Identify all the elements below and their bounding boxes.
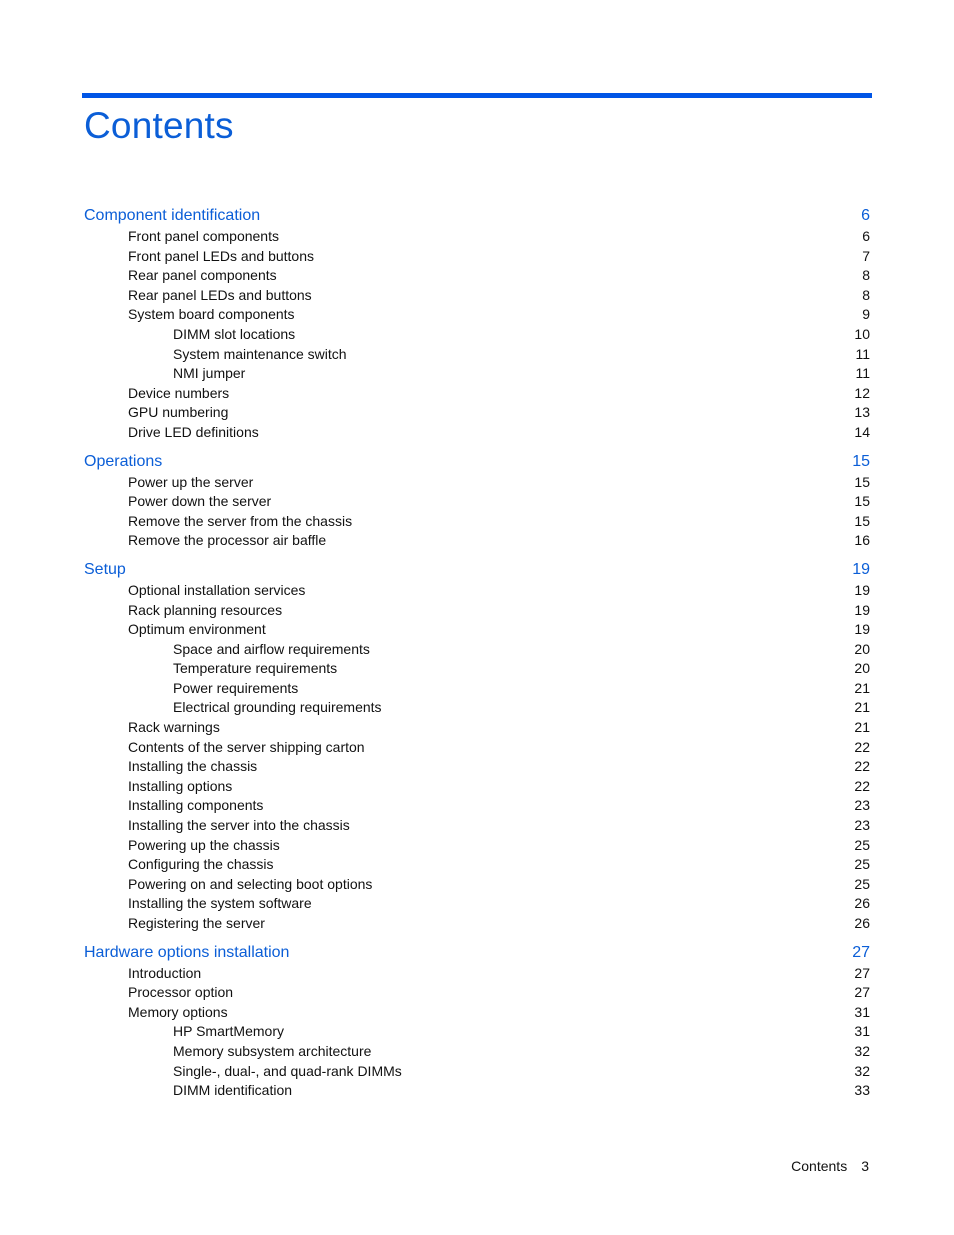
toc-entry-page: 33 — [854, 1082, 870, 1099]
toc-entry-title: Rack warnings — [128, 719, 220, 736]
toc-entry-page: 22 — [854, 777, 870, 794]
toc-entry[interactable] — [84, 601, 870, 621]
toc-entry-page: 31 — [854, 1003, 870, 1020]
toc-entry[interactable] — [84, 247, 870, 267]
toc-entry[interactable] — [84, 816, 870, 836]
toc-entry[interactable] — [84, 325, 870, 345]
toc-entry-page: 21 — [854, 699, 870, 716]
toc-entry-title: Drive LED definitions — [128, 423, 259, 440]
toc-entry[interactable] — [84, 718, 870, 738]
toc-entry[interactable] — [84, 777, 870, 797]
toc-entry-title: Power up the server — [128, 473, 254, 490]
toc-entry-title: Installing the system software — [128, 895, 312, 912]
toc-entry-title: GPU numbering — [128, 404, 229, 421]
toc-entry[interactable] — [84, 581, 870, 601]
toc-entry-page: 23 — [854, 817, 870, 834]
toc-chapter-entry[interactable] — [84, 942, 870, 964]
toc-entry-title: Setup — [84, 560, 126, 578]
toc-entry[interactable] — [84, 738, 870, 758]
toc-entry-page: 32 — [854, 1042, 870, 1059]
toc-entry[interactable] — [84, 964, 870, 984]
toc-entry-title: Installing the server into the chassis — [128, 817, 350, 834]
toc-entry-page: 26 — [854, 915, 870, 931]
toc-entry-title: Rear panel components — [128, 267, 277, 284]
toc-entry[interactable] — [84, 423, 870, 443]
toc-entry-page: 27 — [854, 984, 870, 1001]
toc-entry-title: Rear panel LEDs and buttons — [128, 286, 312, 303]
toc-entry[interactable] — [84, 836, 870, 856]
page-footer — [791, 1158, 869, 1174]
toc-entry-page: 7 — [862, 247, 870, 264]
toc-entry[interactable] — [84, 1003, 870, 1023]
toc-entry[interactable] — [84, 659, 870, 679]
toc-entry-page: 27 — [854, 964, 870, 981]
toc-entry-title: Space and airflow requirements — [173, 640, 370, 657]
toc-entry-title: Configuring the chassis — [128, 856, 274, 873]
toc-entry-page: 20 — [854, 660, 870, 677]
toc-entry[interactable] — [84, 286, 870, 306]
page-title: Contents — [84, 105, 234, 146]
toc-entry-title: Optional installation services — [128, 581, 306, 598]
toc-entry-title: Temperature requirements — [173, 660, 338, 677]
toc-entry-title: Optimum environment — [128, 621, 266, 638]
toc-entry[interactable] — [84, 492, 870, 512]
toc-entry-page: 15 — [854, 493, 870, 510]
toc-entry-title: Electrical grounding requirements — [173, 699, 382, 716]
header-rule — [82, 93, 872, 98]
toc-entry[interactable] — [84, 512, 870, 532]
toc-entry-page: 19 — [854, 601, 870, 618]
toc-entry[interactable] — [84, 757, 870, 777]
toc-entry-page: 11 — [855, 365, 870, 382]
table-of-contents — [84, 205, 870, 1101]
toc-entry-title: Processor option — [128, 984, 234, 1001]
toc-entry-title: Front panel components — [128, 228, 279, 244]
toc-entry[interactable] — [84, 796, 870, 816]
toc-entry[interactable] — [84, 894, 870, 914]
toc-entry-page: 19 — [852, 560, 870, 578]
toc-entry[interactable] — [84, 403, 870, 423]
toc-entry-title: Power requirements — [173, 679, 299, 696]
toc-entry-page: 19 — [854, 621, 870, 638]
toc-entry-page: 22 — [854, 738, 870, 755]
toc-entry-title: Installing components — [128, 797, 264, 814]
toc-entry-title: Single-, dual-, and quad-rank DIMMs — [173, 1062, 402, 1079]
toc-entry[interactable] — [84, 698, 870, 718]
toc-entry-title: System maintenance switch — [173, 345, 347, 362]
toc-entry-page: 25 — [854, 856, 870, 873]
toc-entry-page: 6 — [862, 228, 870, 244]
toc-entry-title: Hardware options installation — [84, 943, 290, 961]
toc-entry[interactable] — [84, 640, 870, 660]
toc-chapter-entry[interactable] — [84, 451, 870, 473]
toc-entry[interactable] — [84, 875, 870, 895]
toc-entry-page: 32 — [854, 1062, 870, 1079]
toc-entry-page: 23 — [854, 797, 870, 814]
toc-entry-page: 14 — [854, 423, 870, 440]
toc-entry-title: Remove the server from the chassis — [128, 512, 353, 529]
toc-entry-title: Operations — [84, 452, 163, 470]
toc-entry-title: Powering on and selecting boot options — [128, 875, 373, 892]
toc-entry-page: 15 — [852, 452, 870, 470]
toc-entry[interactable] — [84, 266, 870, 286]
toc-entry-title: Contents of the server shipping carton — [128, 738, 365, 755]
toc-entry-page: 27 — [852, 943, 870, 961]
toc-entry-title: Registering the server — [128, 915, 265, 931]
toc-entry[interactable] — [84, 227, 870, 247]
toc-entry-title: DIMM identification — [173, 1082, 293, 1099]
toc-entry-title: Power down the server — [128, 493, 272, 510]
toc-entry-page: 8 — [862, 267, 870, 284]
toc-entry-page: 21 — [854, 679, 870, 696]
toc-entry[interactable] — [84, 473, 870, 493]
toc-entry[interactable] — [84, 1081, 870, 1101]
toc-entry[interactable] — [84, 620, 870, 640]
toc-entry-page: 22 — [854, 758, 870, 775]
footer-label: Contents — [791, 1158, 848, 1174]
toc-entry[interactable] — [84, 914, 870, 934]
toc-entry-title: Installing options — [128, 777, 233, 794]
toc-entry-title: Installing the chassis — [128, 758, 258, 775]
toc-entry[interactable] — [84, 1062, 870, 1082]
toc-entry-title: Device numbers — [128, 384, 230, 401]
footer-page-number: 3 — [861, 1158, 869, 1174]
toc-entry[interactable] — [84, 855, 870, 875]
toc-entry-title: Memory options — [128, 1003, 228, 1020]
toc-entry-title: Powering up the chassis — [128, 836, 280, 853]
toc-entry-page: 11 — [855, 345, 870, 362]
toc-entry-title: Remove the processor air baffle — [128, 532, 327, 549]
toc-entry-title: HP SmartMemory — [173, 1023, 284, 1040]
toc-entry-page: 15 — [854, 512, 870, 529]
toc-entry[interactable] — [84, 679, 870, 699]
toc-entry-page: 26 — [854, 895, 870, 912]
toc-entry-page: 31 — [854, 1023, 870, 1040]
toc-entry-title: System board components — [128, 306, 295, 323]
toc-entry[interactable] — [84, 1042, 870, 1062]
toc-entry-page: 19 — [854, 581, 870, 598]
toc-entry-page: 25 — [854, 836, 870, 853]
toc-entry-page: 8 — [862, 286, 870, 303]
toc-entry-page: 12 — [854, 384, 870, 401]
toc-entry-title: Rack planning resources — [128, 601, 283, 618]
toc-entry[interactable] — [84, 305, 870, 325]
toc-entry-page: 16 — [854, 532, 870, 549]
toc-chapter-entry[interactable] — [84, 559, 870, 581]
toc-entry-title: Front panel LEDs and buttons — [128, 247, 315, 264]
toc-entry-page: 21 — [854, 719, 870, 736]
toc-entry-page: 25 — [854, 875, 870, 892]
toc-entry-page: 10 — [854, 325, 870, 342]
toc-entry-title: NMI jumper — [173, 365, 246, 382]
toc-entry-page: 15 — [854, 473, 870, 490]
toc-chapter-entry[interactable] — [84, 205, 870, 227]
toc-entry-page: 9 — [862, 306, 870, 323]
toc-entry-page: 6 — [861, 207, 870, 224]
toc-entry-title: Introduction — [128, 964, 202, 981]
toc-entry-title: Memory subsystem architecture — [173, 1042, 372, 1059]
toc-entry-title: Component identification — [84, 207, 261, 224]
toc-entry-page: 20 — [854, 640, 870, 657]
toc-entry-title: DIMM slot locations — [173, 325, 296, 342]
toc-entry[interactable] — [84, 1022, 870, 1042]
toc-entry[interactable] — [84, 983, 870, 1003]
toc-entry[interactable] — [84, 364, 870, 384]
toc-entry[interactable] — [84, 345, 870, 365]
toc-entry-page: 13 — [854, 404, 870, 421]
toc-entry[interactable] — [84, 531, 870, 551]
toc-entry[interactable] — [84, 384, 870, 404]
